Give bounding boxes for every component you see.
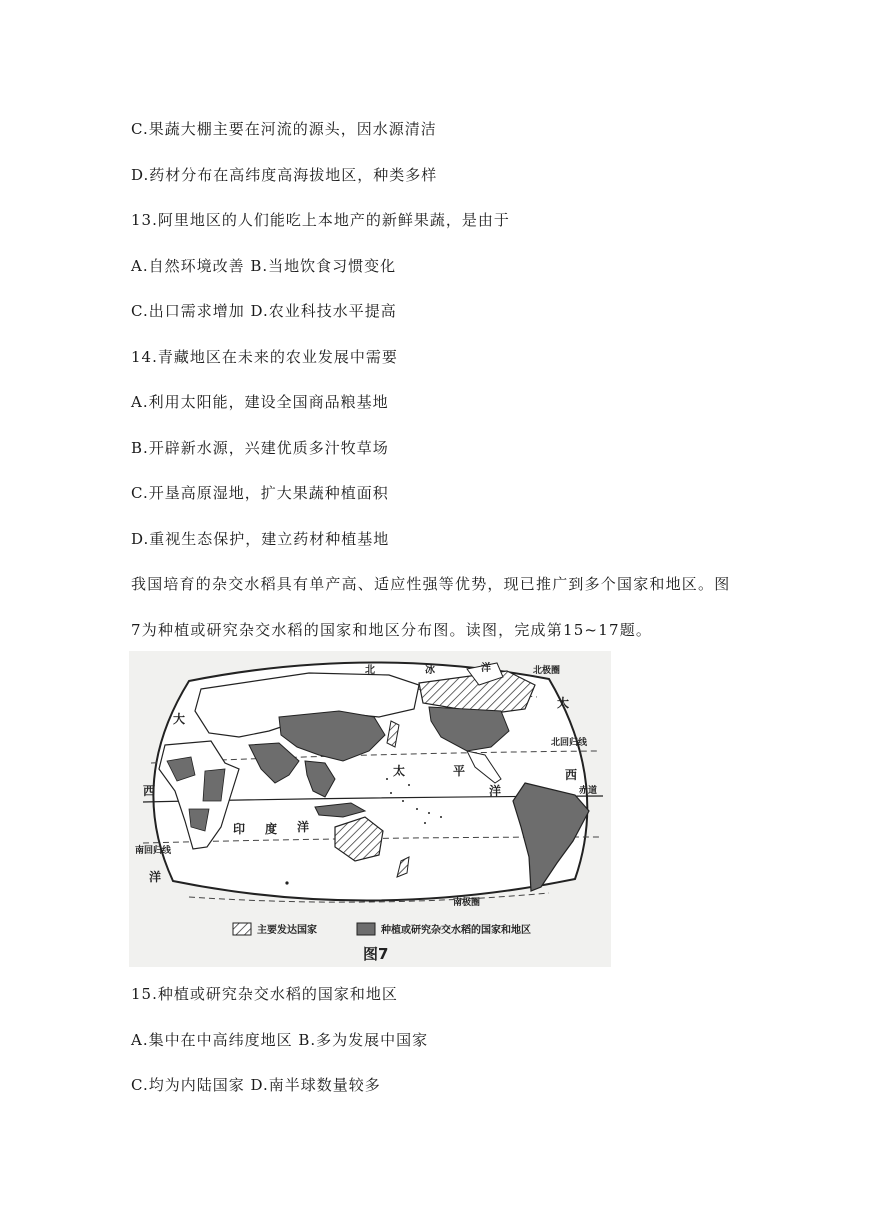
map-label-yang-indian: 洋 <box>297 820 310 834</box>
option-c-q14: C.开垦高原湿地，扩大果蔬种植面积 <box>131 484 389 502</box>
question-15: 15.种植或研究杂交水稻的国家和地区 <box>131 985 398 1003</box>
map-label-tropic-of-capricorn: 南回归线 <box>135 846 172 856</box>
options-ab-q15: A.集中在中高纬度地区 B.多为发展中国家 <box>131 1031 429 1049</box>
map-label-bing: 冰 <box>425 665 435 676</box>
legend-swatch-developed <box>233 923 251 935</box>
map-label-xi-right: 西 <box>565 768 578 782</box>
option-d-q14: D.重视生态保护，建立药材种植基地 <box>131 530 390 548</box>
map-label-arctic-circle: 北极圈 <box>533 666 561 676</box>
option-d-q12: D.药材分布在高纬度高海拔地区，种类多样 <box>131 166 438 184</box>
world-map-figure <box>129 651 611 967</box>
map-label-antarctic-circle: 南极圈 <box>453 898 481 908</box>
intro-paragraph-line-2: 7为种植或研究杂交水稻的国家和地区分布图。读图，完成第15~17题。 <box>131 621 653 639</box>
option-c-q12: C.果蔬大棚主要在河流的源头，因水源清洁 <box>131 120 437 138</box>
options-cd-q13: C.出口需求增加 D.农业科技水平提高 <box>131 302 397 320</box>
world-map-svg <box>129 651 611 967</box>
map-label-yang-arctic: 洋 <box>481 663 491 674</box>
africa-rice-east <box>203 769 225 801</box>
map-label-da-left: 大 <box>173 712 186 726</box>
map-label-yin: 印 <box>233 822 246 836</box>
map-label-ping: 平 <box>453 764 466 778</box>
map-label-yang-pacific: 洋 <box>489 784 502 798</box>
map-label-tropic-of-cancer: 北回归线 <box>551 738 588 748</box>
legend-label-developed: 主要发达国家 <box>257 925 317 936</box>
options-ab-q13: A.自然环境改善 B.当地饮食习惯变化 <box>131 257 397 275</box>
legend-swatch-rice <box>357 923 375 935</box>
map-label-equator: 赤道 <box>579 786 598 796</box>
map-label-yang-left: 洋 <box>149 870 162 884</box>
question-14: 14.青藏地区在未来的农业发展中需要 <box>131 348 398 366</box>
options-cd-q15: C.均为内陆国家 D.南半球数量较多 <box>131 1076 381 1094</box>
option-a-q14: A.利用太阳能，建设全国商品粮基地 <box>131 393 389 411</box>
question-13: 13.阿里地区的人们能吃上本地产的新鲜果蔬，是由于 <box>131 211 510 229</box>
intro-paragraph-line-1: 我国培育的杂交水稻具有单产高、适应性强等优势，现已推广到多个国家和地区。图 <box>131 575 731 593</box>
africa-rice-south <box>189 809 209 831</box>
map-label-da-right: 大 <box>557 696 570 710</box>
map-label-bei: 北 <box>365 665 375 676</box>
option-b-q14: B.开辟新水源，兴建优质多汁牧草场 <box>131 439 389 457</box>
legend-label-rice: 种植或研究杂交水稻的国家和地区 <box>381 925 531 936</box>
map-label-xi-left: 西 <box>143 784 156 798</box>
map-label-tai: 太 <box>393 764 406 778</box>
figure-caption: 图7 <box>363 945 389 963</box>
map-label-du: 度 <box>265 822 278 836</box>
map-legend <box>233 923 531 936</box>
